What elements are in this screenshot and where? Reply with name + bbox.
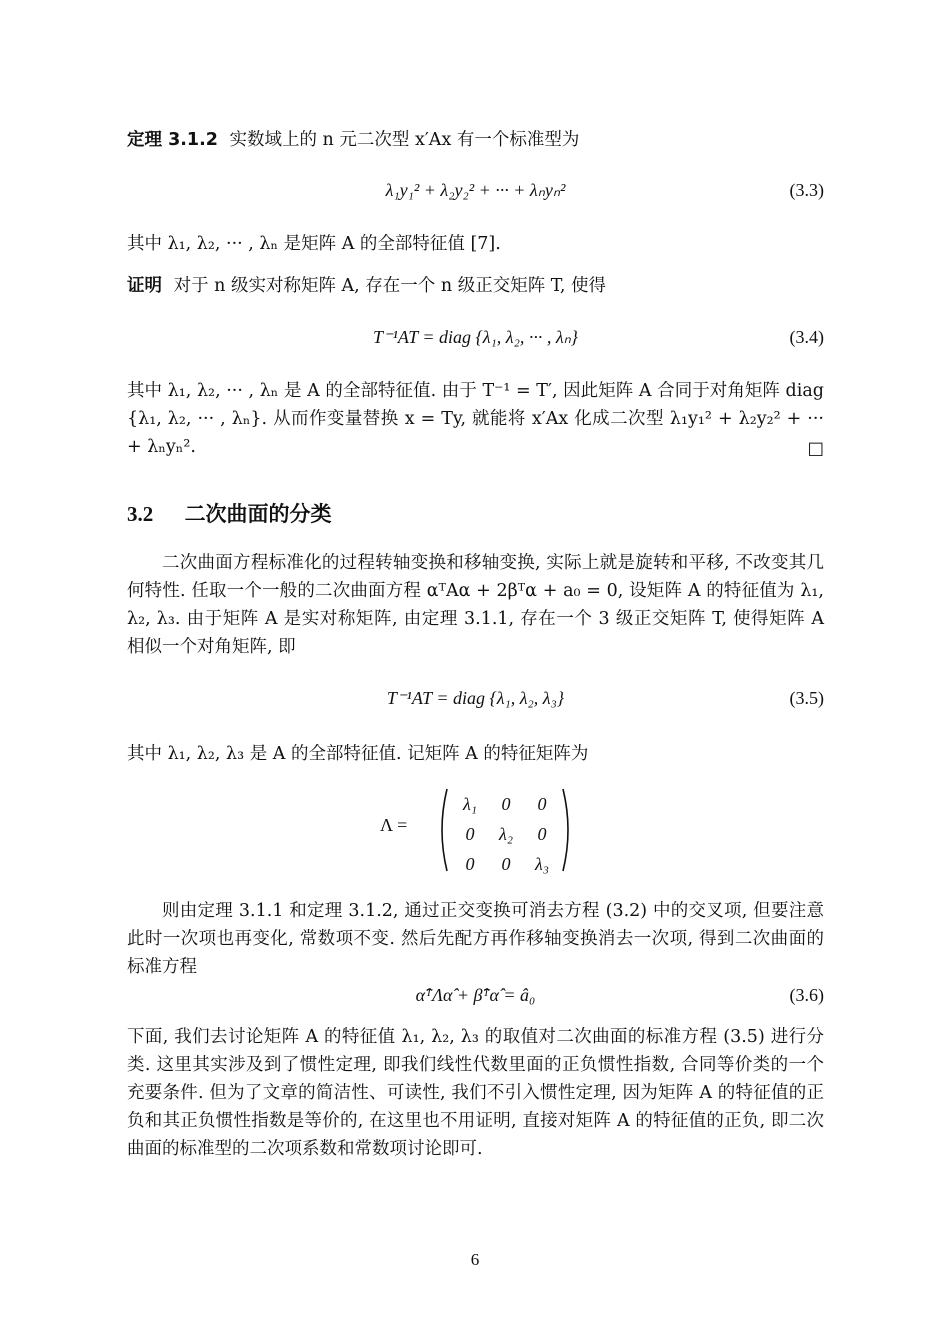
equation-3-5 (127, 688, 824, 722)
matrix-cell: λ₃ (534, 854, 550, 874)
proof-text: 对于 n 级实对称矩阵 A, 存在一个 n 级正交矩阵 T, 使得 (173, 276, 606, 296)
equation-3-4-number: (3.4) (789, 327, 824, 347)
equation-3-5-formula: T⁻¹AT = diag {λ₁, λ₂, λ₃} (386, 688, 565, 708)
proof-statement (127, 272, 824, 300)
equation-3-4-formula: T⁻¹AT = diag {λ₁, λ₂, ··· , λₙ} (372, 327, 579, 347)
equation-3-3 (127, 180, 824, 214)
eigen-matrix (380, 788, 580, 872)
equation-3-3-number: (3.3) (789, 180, 824, 200)
equation-3-6-number: (3.6) (789, 985, 824, 1005)
theorem-note: 其中 λ₁, λ₂, ··· , λₙ 是矩阵 A 的全部特征值 [7]. (127, 234, 501, 254)
equation-3-4 (127, 327, 824, 361)
proof-label: 证明 (127, 276, 162, 296)
matrix-cell: 0 (501, 854, 511, 874)
paragraph-4: 下面, 我们去讨论矩阵 A 的特征值 λ₁, λ₂, λ₃ 的取值对二次曲面的标准方程 (3.5) 进行分类. 这里其实涉及到了惯性定理, 即我们线性代数里面的正负惯性指数, 合同等价类的一个充要条件. 但为了文章的简洁性、可读性, 我们不引入惯性定理, 因为矩阵 A 的特征值的正负和其正负惯性指数是等价的, 在这里也不用证明, 直接对矩阵 A 的特征值的正负, 即二次曲面的标准型的二次项系数和常数项讨论即可. (127, 1027, 824, 1159)
matrix-cell: λ₂ (498, 824, 514, 844)
left-paren (436, 788, 448, 872)
proof-continuation-text: 其中 λ₁, λ₂, ··· , λₙ 是 A 的全部特征值. 由于 T⁻¹ = T′, 因此矩阵 A 合同于对角矩阵 diag {λ₁, λ₂, ··· , λₙ}. 从而作变量替换 x = Ty, 就能将 x′Ax 化成二次型 λ₁y₁² + λ₂y₂² + ··· + λₙyₙ². (127, 381, 824, 457)
theorem-label: 定理 3.1.2 (127, 130, 218, 150)
matrix-cell: 0 (465, 824, 475, 844)
equation-3-6 (127, 985, 824, 1019)
section-title: 二次曲面的分类 (184, 502, 332, 526)
paragraph-1: 二次曲面方程标准化的过程转轴变换和移轴变换, 实际上就是旋转和平移, 不改变其几何特性. 任取一个一般的二次曲面方程 αᵀAα + 2βᵀα + a₀ = 0, 设矩阵 A 的特征值为 λ₁, λ₂, λ₃. 由于矩阵 A 是实对称矩阵, 由定理 3.1.1, 存在一个 3 级正交矩阵 T, 使得矩阵 A 相似一个对角矩阵, 即 (127, 553, 824, 657)
qed-symbol: □ (807, 439, 824, 459)
theorem-statement (127, 126, 824, 154)
matrix-cell: λ₁ (462, 794, 478, 814)
matrix-cell: 0 (537, 824, 547, 844)
equation-3-3-formula: λ₁y₁² + λ₂y₂² + ··· + λₙyₙ² (385, 180, 566, 200)
right-paren (562, 788, 574, 872)
paragraph-3: 则由定理 3.1.1 和定理 3.1.2, 通过正交变换可消去方程 (3.2) 中的交叉项, 但要注意此时一次项也再变化, 常数项不变. 然后先配方再作移轴变换消去一次项, 得到二次曲面的标准方程 (127, 901, 824, 977)
matrix-lhs: Λ = (380, 815, 408, 835)
section-number: 3.2 (127, 502, 154, 526)
matrix-grid (452, 792, 560, 876)
equation-3-6-formula: α̂ᵀΛα̂ + β̂ᵀα̂ = â₀ (415, 985, 536, 1005)
matrix-cell: 0 (465, 854, 475, 874)
page-number: 6 (470, 1250, 480, 1269)
theorem-text: 实数域上的 n 元二次型 x′Ax 有一个标准型为 (229, 130, 580, 150)
matrix-cell: 0 (537, 794, 547, 814)
equation-3-5-number: (3.5) (789, 688, 824, 708)
paragraph-2: 其中 λ₁, λ₂, λ₃ 是 A 的全部特征值. 记矩阵 A 的特征矩阵为 (127, 744, 589, 764)
section-heading (127, 498, 332, 528)
proof-continuation (127, 377, 824, 463)
matrix-cell: 0 (501, 794, 511, 814)
